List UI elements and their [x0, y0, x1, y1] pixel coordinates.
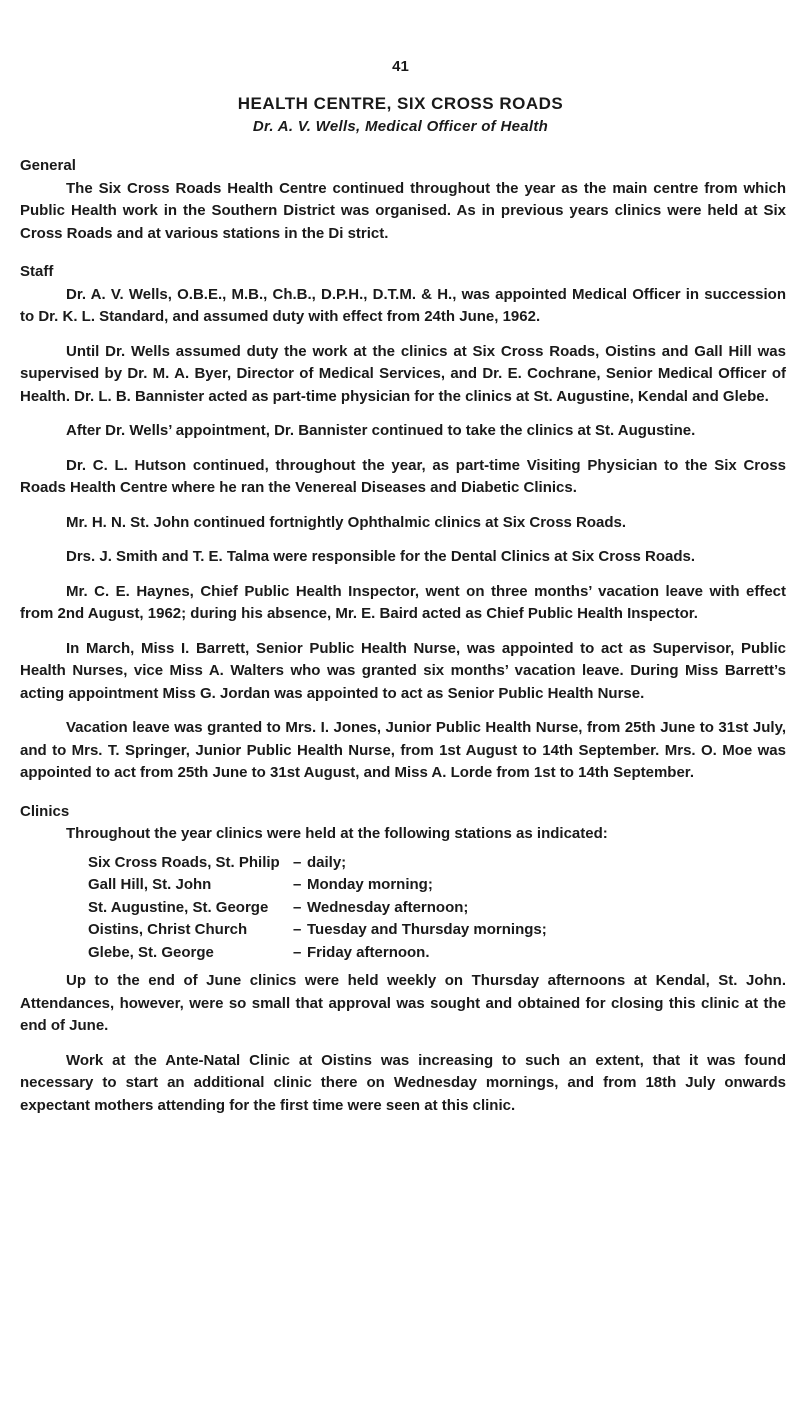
schedule-station: Six Cross Roads, St. Philip	[88, 853, 280, 871]
schedule-time: Monday morning;	[307, 876, 433, 893]
paragraph: In March, Miss I. Barrett, Senior Public Health Nurse, was appointed to act as Supervisor, Public Health Nurses, vice Miss A. Walters who was granted six months’ vacation leave. During Miss Barrett’s acting appointment Miss G. Jordan was appointed to act as Senior Public Health Nurse.	[20, 639, 786, 702]
paragraph: Dr. A. V. Wells, O.B.E., M.B., Ch.B., D.P.H., D.T.M. & H., was appointed Medical Officer in succession to Dr. K. L. Standard, and assumed duty with effect from 24th June, 1962.	[20, 285, 786, 325]
document-body	[20, 155, 786, 1117]
schedule-time: Tuesday and Thursday mornings;	[307, 921, 547, 938]
paragraph: Mr. C. E. Haynes, Chief Public Health Inspector, went on three months’ vacation leave with effect from 2nd August, 1962; during his absence, Mr. E. Baird acted as Chief Public Health Inspector.	[20, 582, 786, 622]
paragraph: Work at the Ante-Natal Clinic at Oistins was increasing to such an extent, that it was found necessary to start an additional clinic there on Wednesday mornings, and from 18th July onwards expectant mothers attending for the first time were seen at this clinic.	[20, 1051, 786, 1114]
table-row	[88, 897, 547, 920]
schedule-dash: –	[293, 921, 302, 938]
paragraph: Dr. C. L. Hutson continued, throughout the year, as part-time Visiting Physician to the Six Cross Roads Health Centre where he ran the Venereal Diseases and Diabetic Clinics.	[20, 456, 786, 496]
schedule-time: daily;	[307, 853, 347, 871]
section-general	[20, 155, 786, 245]
paragraph: Up to the end of June clinics were held weekly on Thursday afternoons at Kendal, St. John. Attendances, however, were so small that approval was sought and obtained for closing this clinic at the end of June.	[20, 972, 786, 1034]
page-title: HEALTH CENTRE, SIX CROSS ROADS	[237, 94, 564, 113]
page-number: 41	[392, 58, 409, 75]
page-subtitle: Dr. A. V. Wells, Medical Officer of Health	[252, 118, 549, 135]
table-row	[88, 852, 547, 875]
schedule-station: Gall Hill, St. John	[88, 876, 212, 893]
paragraph: After Dr. Wells’ appointment, Dr. Bannister continued to take the clinics at St. Augustine.	[66, 422, 696, 439]
schedule-time: Wednesday afternoon;	[307, 898, 469, 916]
section-staff	[20, 261, 786, 785]
schedule-time: Friday afternoon.	[307, 943, 430, 961]
paragraph: Until Dr. Wells assumed duty the work at the clinics at Six Cross Roads, Oistins and Gall Hill was supervised by Dr. M. A. Byer, Director of Medical Services, and Dr. E. Cochrane, Senior Medical Officer of Health. Dr. L. B. Bannister acted as part-time physician for the clinics at St. Augustine, Kendal and Glebe.	[20, 342, 786, 405]
section-heading-general: General	[20, 157, 76, 174]
section-clinics	[20, 801, 786, 1118]
schedule-station: Glebe, St. George	[88, 943, 214, 961]
paragraph: The Six Cross Roads Health Centre continued throughout the year as the main centre from which Public Health work in the Southern District was organised. As in previous years clinics were held at Six Cross Roads and at various stations in the Di strict.	[20, 179, 786, 242]
schedule-dash: –	[293, 876, 302, 893]
paragraph: Mr. H. N. St. John continued fortnightly Ophthalmic clinics at Six Cross Roads.	[66, 513, 627, 531]
table-row	[88, 874, 547, 897]
paragraph: Throughout the year clinics were held at the following stations as indicated:	[66, 825, 608, 842]
paragraph: Drs. J. Smith and T. E. Talma were responsible for the Dental Clinics at Six Cross Roads.	[66, 548, 696, 565]
schedule-dash: –	[293, 943, 302, 961]
section-heading-clinics: Clinics	[20, 802, 70, 820]
schedule-station: St. Augustine, St. George	[88, 898, 269, 916]
schedule-dash: –	[293, 898, 302, 916]
clinic-schedule-table	[88, 852, 547, 965]
paragraph: Vacation leave was granted to Mrs. I. Jones, Junior Public Health Nurse, from 25th June to 31st July, and to Mrs. T. Springer, Junior Public Health Nurse, from 1st August to 14th September. Mrs. O. Moe was appointed to act from 25th June to 31st August, and Miss A. Lorde from 1st to 14th September.	[20, 719, 786, 781]
table-row	[88, 942, 547, 965]
schedule-station: Oistins, Christ Church	[88, 921, 248, 938]
schedule-dash: –	[293, 853, 302, 871]
table-row	[88, 919, 547, 942]
section-heading-staff: Staff	[20, 263, 54, 280]
